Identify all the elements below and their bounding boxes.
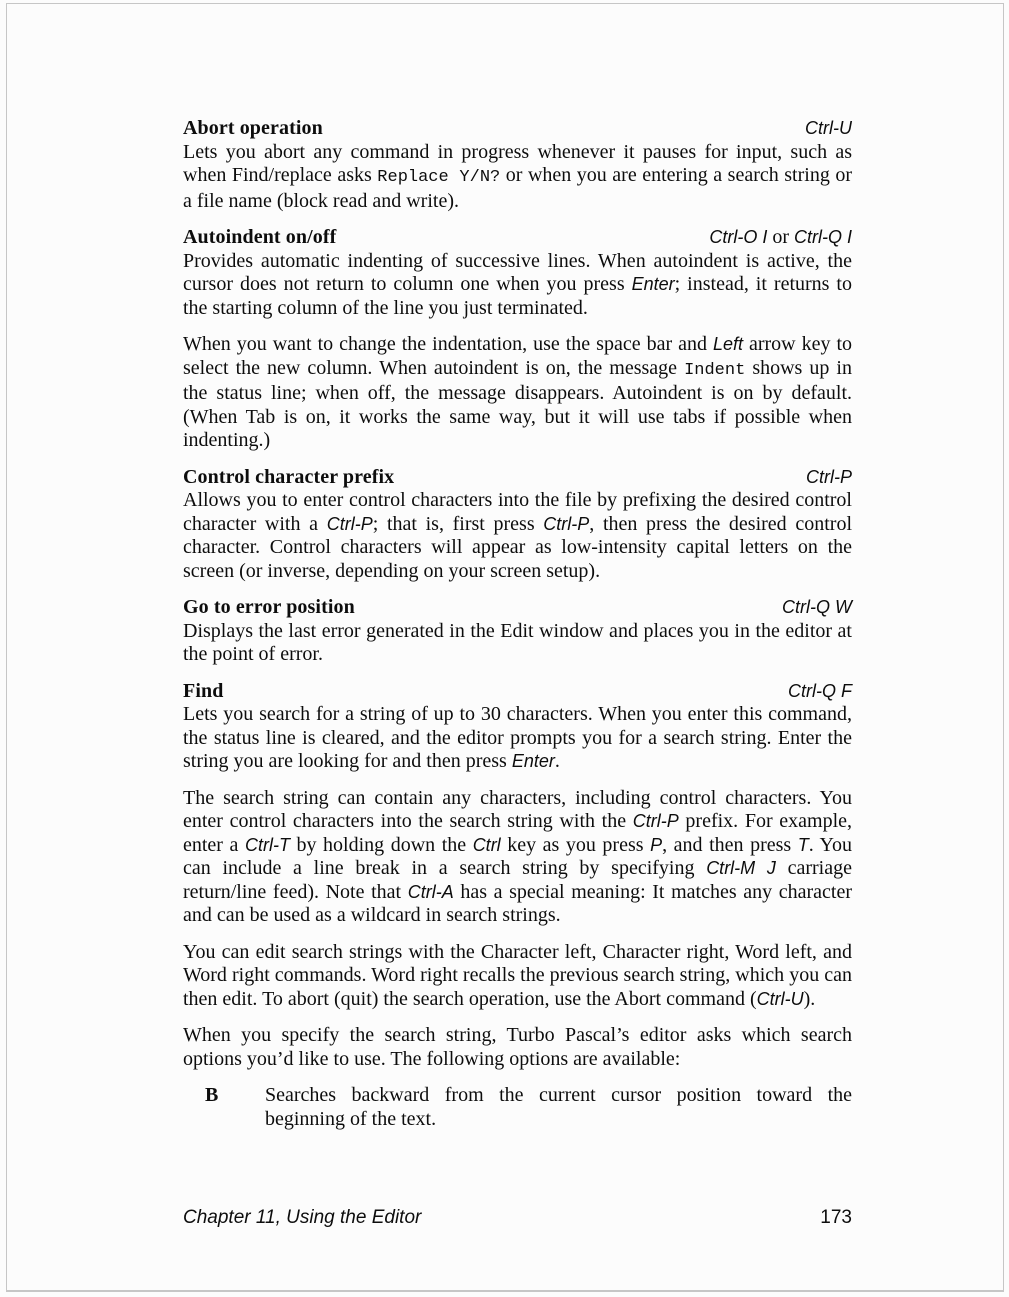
key-name: Ctrl-M J (706, 858, 776, 878)
command-name: Abort operation (183, 117, 323, 139)
command-name: Control character prefix (183, 465, 395, 488)
text-run: by holding down the (289, 833, 473, 856)
paragraph (183, 1024, 852, 1071)
command-name: Autoindent on/off (183, 226, 337, 248)
entry-heading-row (183, 466, 852, 490)
code-literal: Indent (684, 360, 746, 380)
key-name: T (797, 834, 809, 855)
key-name: Ctrl-P (632, 811, 679, 831)
command-name: Find (183, 679, 224, 702)
page-content (183, 117, 852, 1131)
command-shortcut (805, 117, 852, 141)
key-name: Ctrl-P (326, 513, 373, 534)
key-name: Ctrl-T (244, 834, 290, 855)
paragraph (183, 620, 852, 667)
text-run: Displays the last error generated in the Edit window and places you in the editor at the point of error. (183, 619, 852, 665)
paragraph (183, 333, 852, 453)
search-option-item (183, 1084, 852, 1131)
text-run: carriage return/line feed). Note that (183, 857, 852, 903)
command-entry (183, 596, 852, 667)
text-run: ; instead, it returns to the starting column of the line you just terminated. (183, 273, 852, 319)
text-run: or (767, 226, 794, 248)
key-name: Ctrl-Q F (788, 680, 852, 701)
text-run: or when you are entering a search string or a file name (block read and write). (183, 164, 853, 212)
key-name: Ctrl-U (756, 988, 804, 1009)
command-shortcut (788, 680, 852, 704)
text-run: When you want to change the indentation, use the space bar and (183, 333, 713, 355)
command-entry (183, 226, 852, 453)
text-run: Lets you search for a string of up to 30 characters. When you enter this command, the status line is cleared, and the editor prompts you for a search string. Enter the string you are looking for and then press (183, 703, 852, 772)
command-entry (183, 680, 852, 1072)
text-run: When you specify the search string, Turbo Pascal’s editor asks which search options you’d like to use. The following options are available: (183, 1024, 852, 1070)
text-run: , and then press (662, 833, 798, 856)
paragraph (183, 787, 852, 928)
text-run: Allows you to enter control characters into the file by prefixing the desired control character with a (183, 489, 852, 535)
key-name: Left (712, 334, 743, 354)
footer-page-number: 173 (820, 1207, 852, 1228)
key-name: Ctrl-A (407, 881, 454, 902)
key-name: Ctrl-O I (709, 227, 768, 247)
text-run: has a special meaning: It matches any character and can be used as a wildcard in search strings. (183, 880, 852, 926)
key-name: Ctrl-P (806, 466, 852, 487)
text-run: Searches backward from the current cursor position toward the beginning of the text. (265, 1084, 852, 1130)
text-run: arrow key to select the new column. When autoindent is on, the message (183, 333, 853, 379)
code-literal: Replace Y/N? (377, 168, 501, 187)
key-name: Ctrl (472, 834, 501, 855)
key-name: Ctrl-P (543, 513, 590, 534)
paragraph (183, 941, 852, 1012)
text-run: shows up in the status line; when off, the message disappears. Autoindent is on by default. (When Tab is on, it works the same way, but it will use tabs if possible when indenting.) (183, 356, 852, 451)
text-run: Provides automatic indenting of successive lines. When autoindent is active, the cursor does not return to column one when you press (183, 249, 852, 295)
entry-heading-row (183, 117, 852, 141)
command-shortcut (782, 596, 852, 620)
option-description (265, 1084, 852, 1131)
key-name: P (650, 834, 663, 855)
entry-heading-row (183, 226, 852, 250)
entry-heading-row (183, 596, 852, 620)
text-run: Lets you abort any command in progress whenever it pauses for input, such as when Find/replace asks (183, 140, 852, 186)
option-letter: B (205, 1084, 219, 1106)
text-run: You can edit search strings with the Character left, Character right, Word left, and Word right commands. Word right recalls the previous search string, which you can then edit. To abort (quit) the search operation, use the Abort command ( (183, 940, 852, 1010)
text-run: prefix. For example, enter a (183, 810, 852, 856)
footer-chapter-title: Chapter 11, Using the Editor (183, 1207, 422, 1228)
key-name: Ctrl-Q I (794, 227, 852, 247)
page-footer (183, 1207, 852, 1229)
text-run: key as you press (500, 833, 651, 856)
text-run: ). (803, 987, 816, 1010)
key-name: Ctrl-U (805, 118, 852, 138)
text-run: . (554, 750, 560, 772)
key-name: Enter (631, 274, 675, 294)
paragraph (183, 703, 852, 774)
paragraph (183, 250, 852, 321)
command-entry (183, 117, 852, 213)
paragraph (183, 141, 852, 214)
text-run: . You can include a line break in a search string by specifying (183, 833, 852, 879)
text-run: , then press the desired control character. Control characters will appear as low-intensity capital letters on the screen (or inverse, depending on your screen setup). (183, 512, 853, 582)
entry-heading-row (183, 680, 852, 704)
command-shortcut (806, 466, 852, 490)
command-shortcut (709, 226, 852, 250)
command-name: Go to error position (183, 596, 355, 618)
paragraph (183, 489, 852, 583)
key-name: Ctrl-Q W (782, 597, 852, 617)
command-entry (183, 466, 852, 584)
text-run: ; that is, first press (372, 512, 544, 535)
text-run: The search string can contain any characters, including control characters. You enter control characters into the search string with the (183, 786, 852, 832)
key-name: Enter (511, 751, 555, 771)
